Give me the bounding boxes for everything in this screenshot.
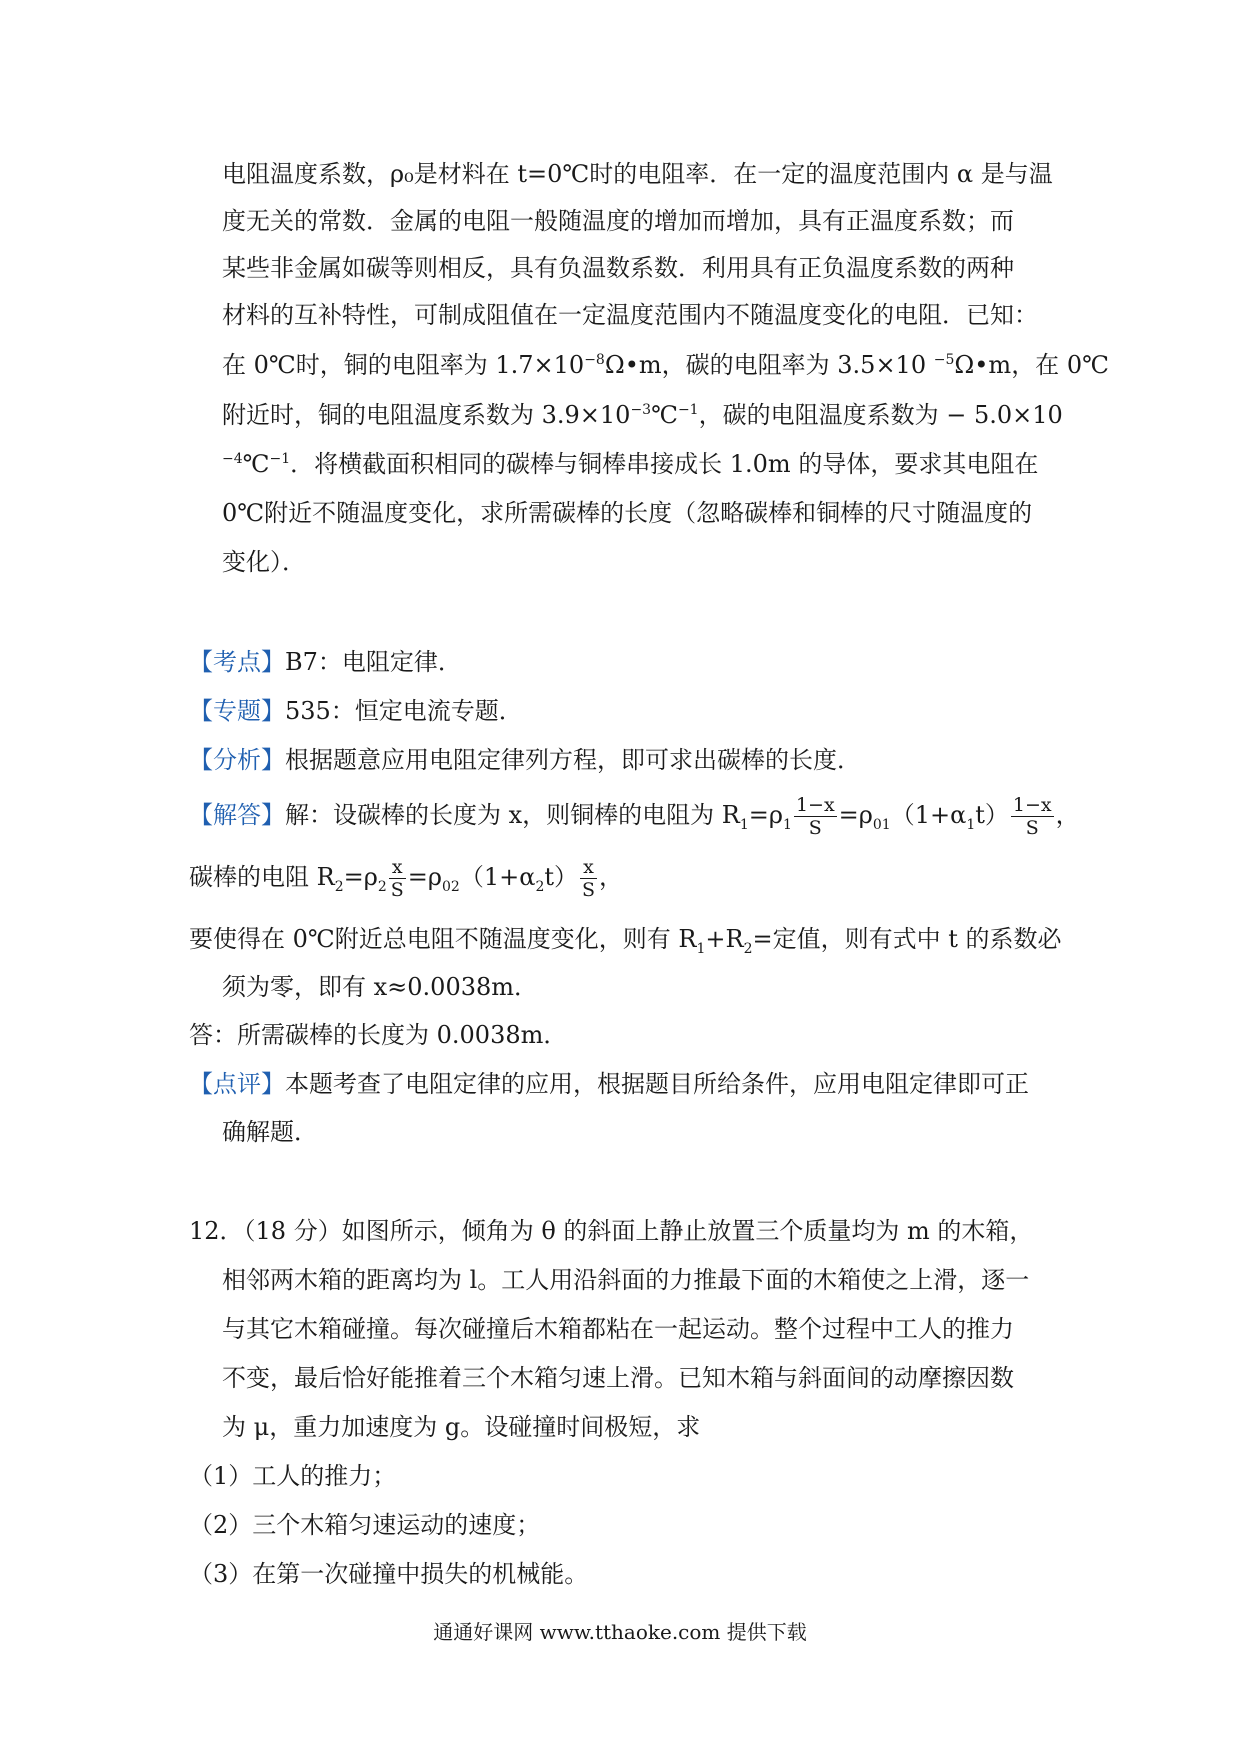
carbon-resistance-line: 碳棒的电阻 $R_2=\rho_2$ $\frac{x}{S}$ $=\rho_{02}(1+\alpha_2t)$ $\frac{x}{S}$ ， — [189, 856, 624, 901]
dianping-line: 【点评】本题考查了电阻定律的应用，根据题目所给条件，应用电阻定律即可正 — [189, 1070, 1029, 1098]
problem11-line-1: 电阻温度系数，ρ₀是材料在 t=0℃时的电阻率．在一定的温度范围内 α 是与温 — [222, 160, 1053, 188]
zhuanti-tag: 【专题】 — [189, 697, 285, 725]
problem12-question-1: （1）工人的推力； — [189, 1462, 397, 1490]
problem11-line-2: 度无关的常数．金属的电阻一般随温度的增加而增加，具有正温度系数；而 — [222, 207, 1014, 235]
problem11-line-3: 某些非金属如碳等则相反，具有负温数系数．利用具有正负温度系数的两种 — [222, 254, 1014, 282]
fraction-1-x-over-s: $\frac{1-x}{S}$ — [1012, 794, 1052, 839]
problem11-line-8: 0℃附近不随温度变化，求所需碳棒的长度（忽略碳棒和铜棒的尺寸随温度的 — [222, 499, 1033, 527]
fraction-1-x-over-s: $\frac{1-x}{S}$ — [795, 794, 835, 839]
problem12-line-4: 不变，最后恰好能推着三个木箱匀速上滑。已知木箱与斜面间的动摩擦因数 — [222, 1364, 1014, 1392]
fenxi-line: 【分析】根据题意应用电阻定律列方程，即可求出碳棒的长度． — [189, 746, 861, 774]
kaodian-tag: 【考点】 — [189, 648, 285, 676]
dianping-line-2: 确解题． — [222, 1118, 318, 1146]
problem12-line-3: 与其它木箱碰撞。每次碰撞后木箱都粘在一起运动。整个过程中工人的推力 — [222, 1315, 1014, 1343]
problem11-line-7: $^{-4}$℃$^{-1}$．将横截面积相同的碳棒与铜棒串接成长 1.0m 的导体，要求其电阻在 — [222, 450, 1039, 478]
dianping-tag: 【点评】 — [189, 1070, 285, 1098]
problem12-line-2: 相邻两木箱的距离均为 l。工人用沿斜面的力推最下面的木箱使之上滑，逐一 — [222, 1266, 1030, 1294]
problem12-line-1: 12．（18 分）如图所示，倾角为 θ 的斜面上静止放置三个质量均为 m 的木箱， — [189, 1217, 1034, 1245]
problem11-line-6: 附近时，铜的电阻温度系数为 $3.9\times 10^{-3}℃^{-1}$，碳的电阻温度系数为 − 5.0×10 — [222, 401, 1063, 429]
jieda-line: 【解答】解：设碳棒的长度为 x，则铜棒的电阻为 $R_1=\rho_1$ $\frac{1-x}{S}$ $=\rho_{01}(1+\alpha_1t)$ $\frac{1-x}{S}$ ， — [189, 794, 1080, 839]
condition-line: 要使得在 0℃附近总电阻不随温度变化，则有 $R_1+R_2=$定值，则有式中 t 的系数必 — [189, 925, 1062, 957]
problem12-question-2: （2）三个木箱匀速运动的速度； — [189, 1511, 541, 1539]
fraction-x-over-s: $\frac{x}{S}$ — [390, 856, 404, 901]
kaodian-line: 【考点】B7：电阻定律． — [189, 648, 462, 676]
fraction-x-over-s: $\frac{x}{S}$ — [582, 856, 596, 901]
answer-line: 答：所需碳棒的长度为 0.0038m． — [189, 1021, 568, 1049]
page-footer: 通通好课网 www.tthaoke.com 提供下载 — [433, 1620, 807, 1644]
problem11-line-5: 在 0℃时，铜的电阻率为 $1.7\times 10^{-8}\Omega•m$，碳的电阻率为 3.5×10 $^{-5}$Ω•m，在 0℃ — [222, 351, 1109, 379]
problem12-line-5: 为 μ，重力加速度为 g。设碰撞时间极短，求 — [222, 1413, 701, 1441]
problem11-line-9: 变化）． — [222, 548, 306, 576]
fenxi-tag: 【分析】 — [189, 746, 285, 774]
condition-line-2: 须为零，即有 x≈0.0038m． — [222, 973, 539, 1001]
problem12-question-3: （3）在第一次碰撞中损失的机械能。 — [189, 1560, 589, 1588]
zhuanti-line: 【专题】535：恒定电流专题． — [189, 697, 523, 725]
jieda-tag: 【解答】 — [189, 801, 285, 829]
problem11-line-4: 材料的互补特性，可制成阻值在一定温度范围内不随温度变化的电阻．已知： — [222, 301, 1038, 329]
